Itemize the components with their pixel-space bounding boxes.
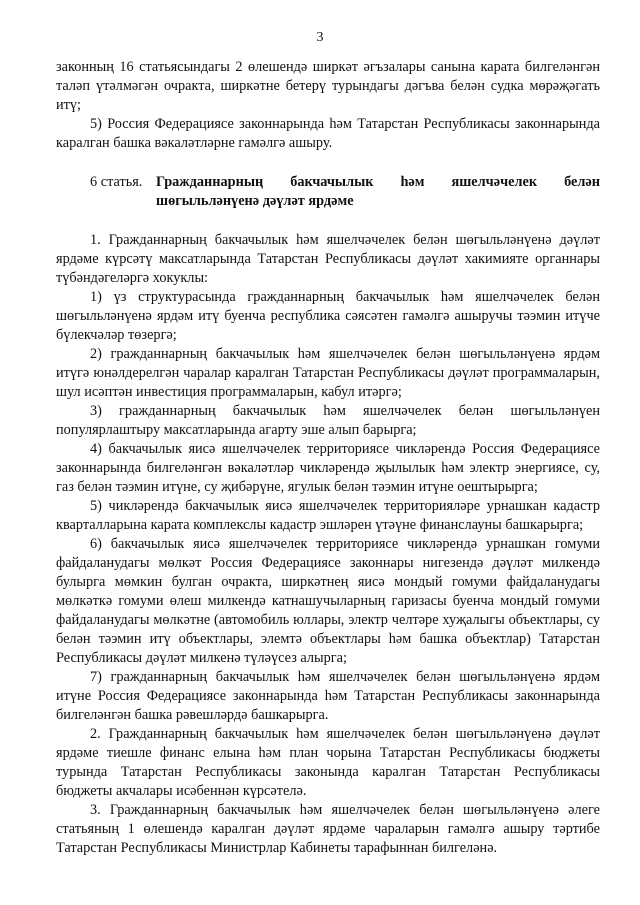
paragraph-item-5: 5) Россия Федерациясе законнарында һәм Татарстан Республикасы законнарында каралган башка вәкаләтләрне гамәлгә ашыру. [56, 116, 600, 151]
paragraph-clause-3: 3. Гражданнарның бакчачылык һәм яшелчәчелек белән шөгыльләнүенә әлеге статьяның 1 өлешендә каралган дәүләт ярдәме чараларын гамәлгә ашыру тәртибе Татарстан Республикасы Министрлар Кабинеты тарафыннан билгеләнә. [56, 802, 600, 856]
paragraph-subitem-2: 2) гражданнарның бакчачылык һәм яшелчәчелек белән шөгыльләнүенә ярдәм итүгә юнәлдерелгән чаралар каралган Татарстан Республикасы дәүләт программаларын, шул исәптән инвестиция программаларын, кабул итәргә; [56, 346, 600, 400]
article-label: 6 статья. [90, 174, 143, 190]
paragraph-subitem-4: 4) бакчачылык яисә яшелчәчелек территориясе чикләрендә Россия Федерациясе законнарында билгеләнгән вәкаләтләр чикләрендә җылылык һәм электр энергиясе, су, газ белән тәэмин итүне, су җибәрүне, ягулык белән тәэмин итүне оештырырга; [56, 441, 600, 495]
paragraph-subitem-1: 1) үз структурасында гражданнарның бакчачылык һәм яшелчәчелек белән шөгыльләнүенә ярдәм итү буенча республика сәясәтен гамәлгә ашыручы тәэмин итүче бүлекчәләр төзергә; [56, 289, 600, 343]
paragraph-subitem-7: 7) гражданнарның бакчачылык һәм яшелчәчелек белән шөгыльләнүенә ярдәм итүне Россия Федерациясе законнарында һәм Татарстан Республикасы законнарында билгеләнгән башка рәвешләрдә башкарырга. [56, 669, 600, 723]
document-body [56, 58, 600, 858]
article-heading [56, 173, 600, 211]
paragraph-subitem-6: 6) бакчачылык яисә яшелчәчелек территориясе чикләрендә урнашкан гомуми файдаланудагы мөлкәт Россия Федерациясе законнары нигезендә дәүләт милкендә булырга мөмкин булган очракта, ширкәтнең яисә мондый гомуми файдаланудагы мөлкәткә гомуми өлеш милкендә катнашучыларның гаризасы буенча мондый гомуми файдаланудагы мөлкәтне (автомобиль юллары, электр челтәре хуҗалыгы объектлары, су белән тәэмин итү объектлары, элемтә объектлары һәм башка объектлар) Татарстан Республикасы дәүләт милкенә түләүсез алырга; [56, 536, 600, 666]
paragraph-clause-1: 1. Гражданнарның бакчачылык һәм яшелчәчелек белән шөгыльләнүенә дәүләт ярдәме күрсәтү максатларында Татарстан Республикасы дәүләт хакимияте органнары түбәндәгеләргә хокуклы: [56, 232, 600, 286]
paragraph-continuation: законның 16 статьясындагы 2 өлешендә ширкәт әгъзалары санына карата билгеләнгән таләп үтәлмәгән очракта, ширкәтне бетерү турындагы дәгъва белән судка мөрәҗәгать итү; [56, 59, 600, 113]
paragraph-subitem-3: 3) гражданнарның бакчачылык һәм яшелчәчелек белән шөгыльләнүен популярлаштыру максатларында агарту эше алып барырга; [56, 403, 600, 438]
article-title: Гражданнарның бакчачылык һәм яшелчәчелек белән шөгыльләнүенә дәүләт ярдәме [156, 174, 600, 209]
paragraph-clause-2: 2. Гражданнарның бакчачылык һәм яшелчәчелек белән шөгыльләнүенә дәүләт ярдәме тиешле финанс елына һәм план чорына Татарстан Республикасы бюджеты турында Татарстан Республикасы законында каралган Татарстан Республикасы бюджеты акчалары исәбеннән күрсәтелә. [56, 726, 600, 799]
paragraph-subitem-5: 5) чикләрендә бакчачылык яисә яшелчәчелек территорияләре урнашкан кадастр кварталларына карата комплекслы кадастр эшләрен үтәүне финанслауны башкарырга; [56, 498, 600, 533]
page-number: 3 [316, 30, 324, 45]
